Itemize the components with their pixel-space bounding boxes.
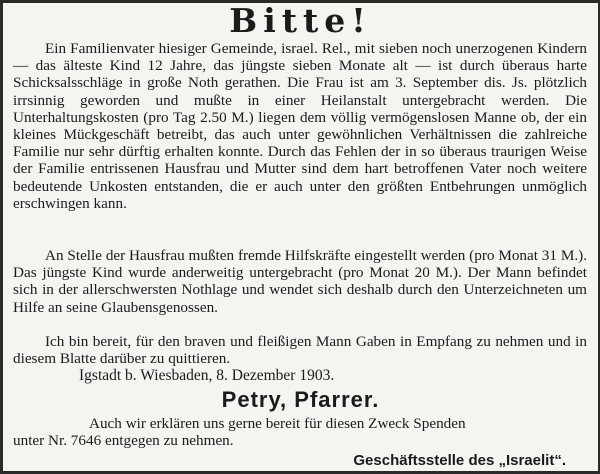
- publisher-note: [13, 415, 587, 449]
- publisher-note-line-2: unter Nr. 7646 entgegen zu nehmen.: [13, 432, 234, 450]
- appeal-paragraph: Ein Familienvater hiesiger Gemeinde, israel. Rel., mit sieben noch unerzogenen Kindern — das älteste Kind 12 Jahre, das jüngste sieben Monate alt — ist durch überaus harte Schicksalsschläge in große Noth gerathen. Die Frau ist am 3. September dis. Js. plötzlich irrsinnig geworden und mußte in einer Heilanstalt untergebracht werden. Die Unterhaltungskosten (pro Tag 2.50 M.) liegen dem völlig vermögenslosen Manne ob, der ein kleines Mückgeschäft betreibt, das auch unter gewöhnlichen Verhältnissen die zahlreiche Familie nur sehr dürftig erhalten konnte. Durch das Fehlen der in so überaus traurigen Weise der Familie entrissenen Hausfrau und Mutter sind dem hart betroffenen Vater noch weitere bedeutende Unkosten entstanden, die er auch unter den größten Entbehrungen unmöglich erschwingen kann.: [13, 40, 587, 212]
- headline: Bitte!: [229, 1, 372, 40]
- dateline: Igstadt b. Wiesbaden, 8. Dezember 1903.: [79, 367, 335, 384]
- publisher-office: Geschäftsstelle des „Israelit“.: [353, 452, 566, 469]
- donation-paragraph: Ich bin bereit, für den braven und fleißigen Mann Gaben in Empfang zu nehmen und in diesem Blatte darüber zu quittieren.: [13, 333, 587, 368]
- signature: Petry, Pfarrer.: [221, 387, 380, 412]
- helpers-paragraph: An Stelle der Hausfrau mußten fremde Hilfskräfte eingestellt werden (pro Monat 31 M.). Das jüngste Kind wurde anderweitig untergebracht (pro Monat 20 M.). Der Mann befindet sich in der allerschwersten Nothlage und wendet sich deshalb durch den Unterzeichneten um Hilfe an seine Glaubensgenossen.: [13, 247, 587, 316]
- publisher-note-line-1: Auch wir erklären uns gerne bereit für diesen Zweck Spenden: [89, 415, 466, 432]
